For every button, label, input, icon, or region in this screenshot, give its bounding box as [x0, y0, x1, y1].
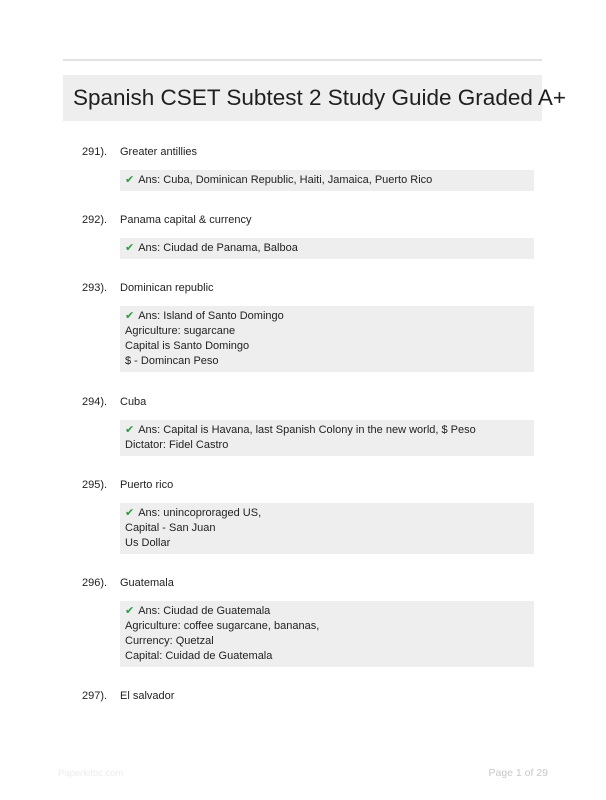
answer-line: $ - Domincan Peso [125, 355, 219, 367]
answer-line: Ans: Island of Santo Domingo [138, 310, 284, 322]
title-box [63, 75, 567, 121]
question-text: Dominican republic [120, 282, 214, 294]
answer-line: Dictator: Fidel Castro [125, 439, 229, 451]
answer-292 [120, 238, 534, 259]
question-text: Greater antillies [120, 146, 198, 158]
answer-line: Capital - San Juan [125, 522, 216, 534]
answer-line: Ans: Ciudad de Guatemala [138, 605, 271, 617]
top-rule [63, 59, 542, 61]
answer-line: Us Dollar [125, 537, 171, 549]
check-icon: ✔ [125, 310, 135, 322]
answer-293 [120, 306, 534, 372]
question-number: 297). [82, 690, 108, 702]
question-text: Guatemala [120, 577, 174, 589]
question-number: 295). [82, 479, 108, 491]
answer-line: Currency: Quetzal [125, 635, 214, 647]
check-icon: ✔ [125, 507, 135, 519]
answer-294 [120, 420, 534, 456]
answer-line: Agriculture: coffee sugarcane, bananas, [125, 620, 320, 632]
question-text: El salvador [120, 690, 175, 702]
answer-291 [120, 170, 534, 191]
answer-line: Agriculture: sugarcane [125, 325, 236, 337]
page-number: Page 1 of 29 [488, 767, 548, 779]
footer-watermark: Paperkitbc.com [58, 768, 124, 779]
answer-296 [120, 601, 534, 667]
question-number: 293). [82, 282, 108, 294]
check-icon: ✔ [125, 424, 135, 436]
check-icon: ✔ [125, 605, 135, 617]
question-number: 292). [82, 214, 108, 226]
answer-line: Ans: Capital is Havana, last Spanish Colony in the new world, $ Peso [138, 424, 476, 436]
check-icon: ✔ [125, 174, 135, 186]
answer-line: Ans: unincoproraged US, [138, 507, 262, 519]
answer-295 [120, 503, 534, 554]
question-text: Cuba [120, 396, 147, 408]
question-text: Panama capital & currency [120, 214, 252, 226]
answer-line: Capital is Santo Domingo [125, 340, 250, 352]
question-text: Puerto rico [120, 479, 174, 491]
question-number: 291). [82, 146, 108, 158]
question-number: 296). [82, 577, 108, 589]
page-title: Spanish CSET Subtest 2 Study Guide Graded A+ [73, 85, 567, 110]
answer-line: Ans: Cuba, Dominican Republic, Haiti, Jamaica, Puerto Rico [138, 174, 433, 186]
answer-line: Ans: Ciudad de Panama, Balboa [138, 242, 298, 254]
answer-line: Capital: Cuidad de Guatemala [125, 650, 273, 662]
question-number: 294). [82, 396, 108, 408]
check-icon: ✔ [125, 242, 135, 254]
